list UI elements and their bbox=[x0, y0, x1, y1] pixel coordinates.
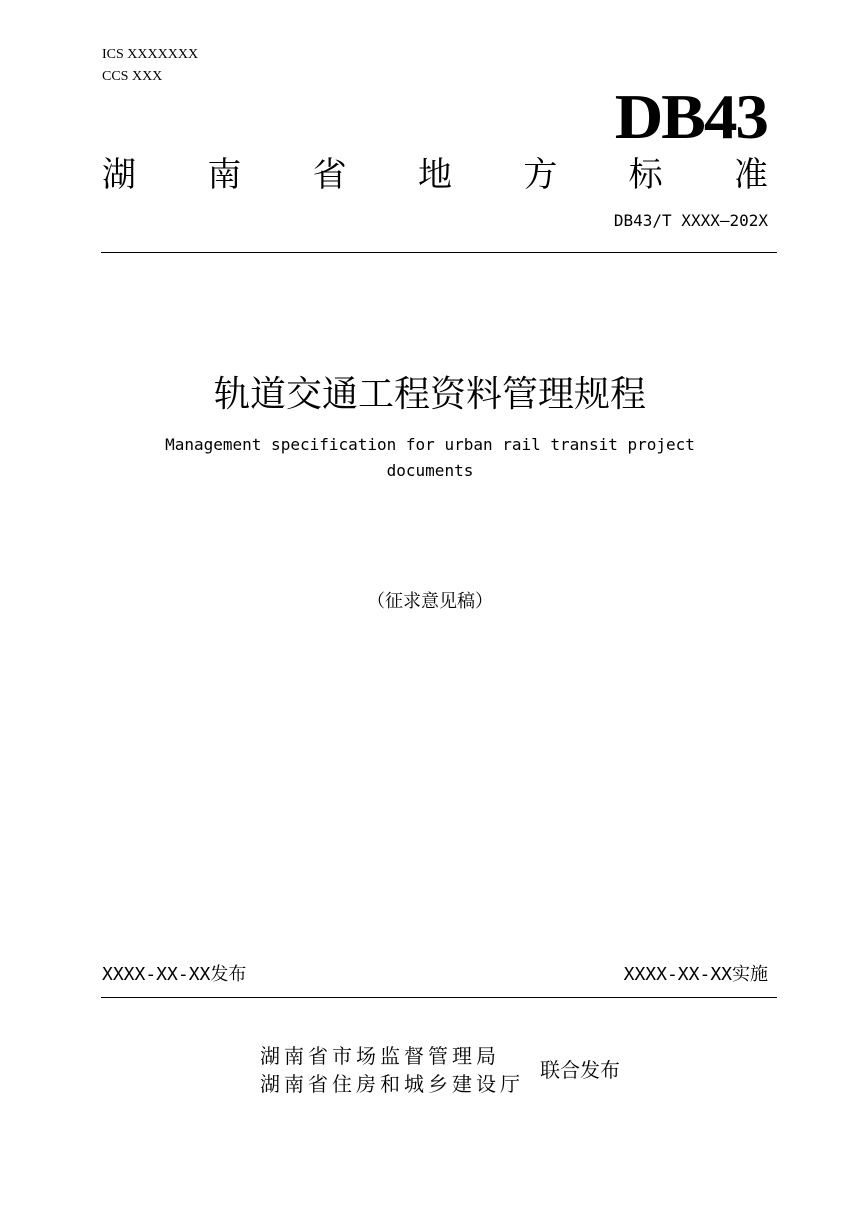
draft-status: （征求意见稿） bbox=[367, 591, 493, 611]
footer-divider bbox=[101, 997, 777, 998]
standard-number: DB43/T XXXX—202X bbox=[613, 211, 768, 230]
ccs-code: CCS XXX bbox=[102, 69, 163, 84]
logo-text: DB43 bbox=[614, 81, 767, 152]
standard-type-char: 湖 bbox=[102, 155, 136, 195]
classification-codes bbox=[102, 44, 198, 88]
header-divider bbox=[101, 252, 777, 253]
db43-logo bbox=[614, 81, 767, 152]
standard-type-char: 方 bbox=[523, 155, 558, 195]
standard-type-char: 准 bbox=[733, 155, 768, 195]
issuer-market-supervision: 湖南省市场监督管理局 bbox=[260, 1044, 500, 1068]
issuer-housing-construction: 湖南省住房和城乡建设厅 bbox=[260, 1072, 524, 1096]
effective-date: XXXX-XX-XX实施 bbox=[623, 964, 768, 985]
standard-type-char: 标 bbox=[628, 155, 663, 195]
joint-release-label: 联合发布 bbox=[540, 1058, 620, 1082]
document-title-english: Management specification for urban rail transit project documents bbox=[165, 435, 695, 480]
ics-code: ICS XXXXXXX bbox=[102, 47, 199, 62]
document-title-chinese: 轨道交通工程资料管理规程 bbox=[213, 374, 646, 415]
publish-date: XXXX-XX-XX发布 bbox=[102, 964, 247, 985]
standard-type-title bbox=[102, 152, 768, 198]
standard-type-char: 南 bbox=[207, 155, 242, 195]
standard-type-char: 地 bbox=[417, 155, 452, 195]
issuing-authorities bbox=[260, 1042, 524, 1098]
standard-type-char: 省 bbox=[312, 155, 347, 195]
